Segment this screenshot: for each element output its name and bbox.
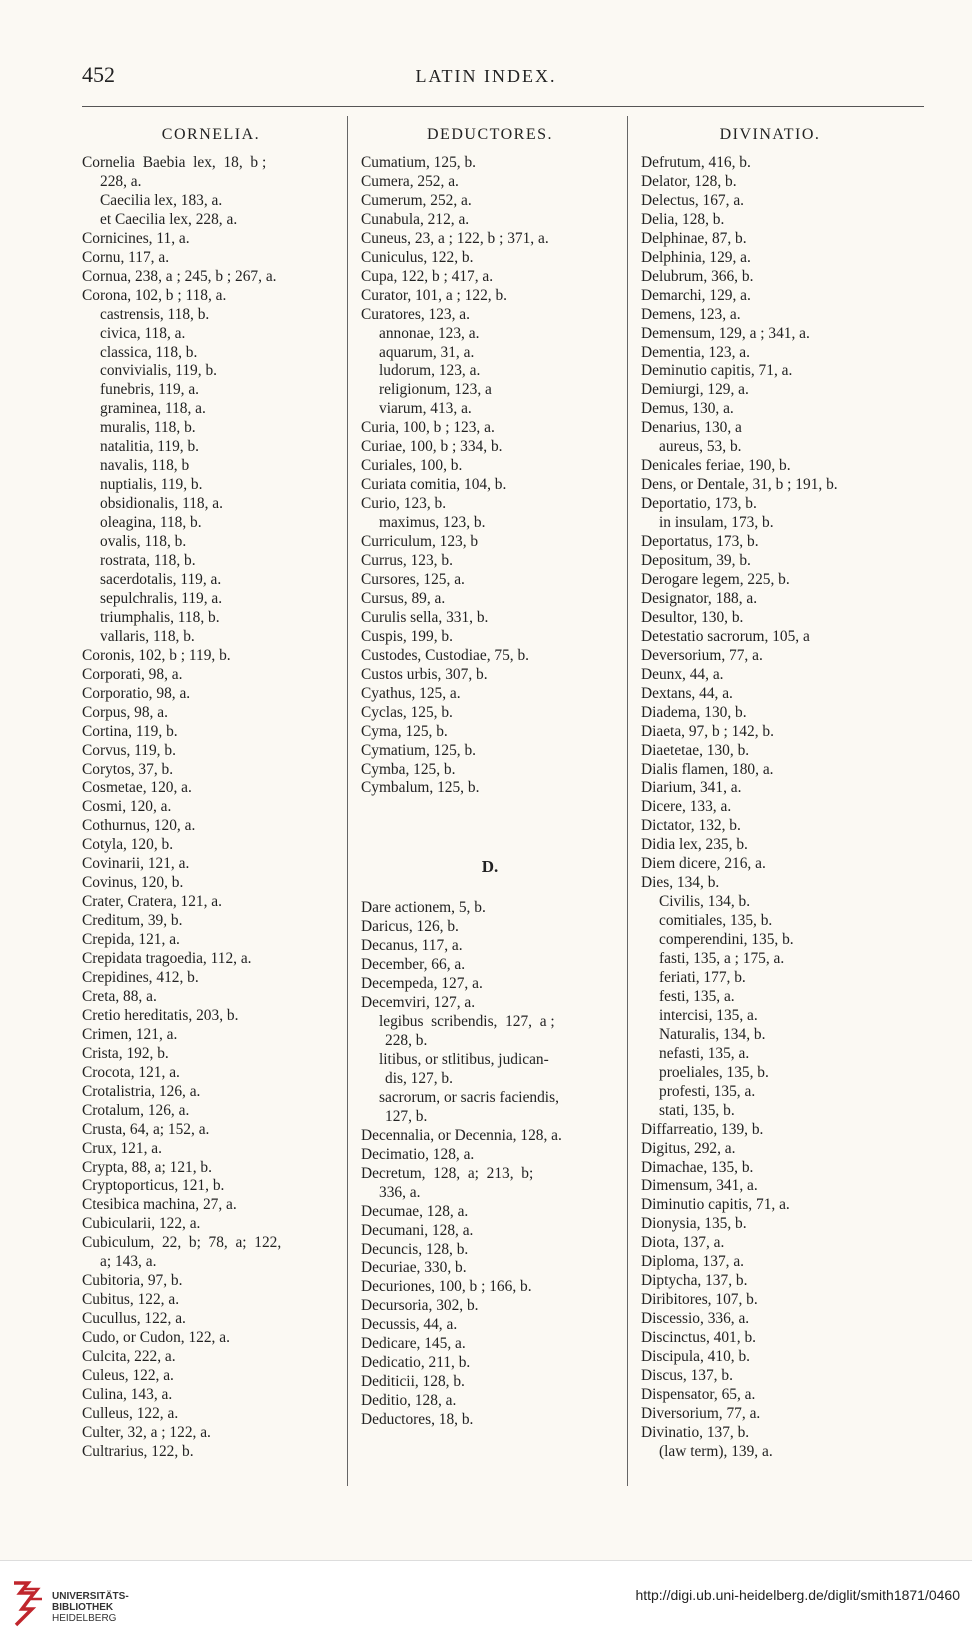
- index-subentry: (law term), 139, a.: [659, 1442, 773, 1460]
- entry-list: [82, 154, 340, 1462]
- index-entry: Diarium, 341, a.: [641, 779, 742, 797]
- column-heading: CORNELIA.: [161, 126, 261, 143]
- index-subentry: funebris, 119, a.: [100, 381, 200, 399]
- index-entry: Cubitus, 122, a.: [82, 1291, 180, 1309]
- index-subentry: Naturalis, 134, b.: [659, 1025, 766, 1043]
- index-entry: Dediticii, 128, b.: [361, 1373, 465, 1391]
- index-entry: Decuncis, 128, b.: [361, 1240, 469, 1258]
- index-entry: Diminutio capitis, 71, a.: [641, 1196, 790, 1214]
- index-entry: Cosmetae, 120, a.: [82, 779, 192, 797]
- index-entry: Cudo, or Cudon, 122, a.: [82, 1329, 230, 1347]
- index-entry: Dimensum, 341, a.: [641, 1177, 758, 1195]
- index-entry: Cymbalum, 125, b.: [361, 779, 480, 797]
- entry-list: [361, 154, 619, 1430]
- index-entry: Deunx, 44, a.: [641, 665, 724, 683]
- index-entry: Daricus, 126, b.: [361, 918, 459, 936]
- index-subentry: natalitia, 119, b.: [100, 438, 200, 456]
- index-subentry: viarum, 413, a.: [379, 400, 472, 418]
- index-subentry: litibus, or stlitibus, judican-: [379, 1050, 549, 1068]
- index-entry: Diploma, 137, a.: [641, 1253, 745, 1271]
- index-entry: Cubiculum, 22, b; 78, a; 122,: [82, 1234, 282, 1252]
- index-entry: Curia, 100, b ; 123, a.: [361, 419, 495, 437]
- index-entry: Deductores, 18, b.: [361, 1411, 474, 1429]
- index-entry: Cymba, 125, b.: [361, 760, 456, 778]
- index-entry: Delphinae, 87, b.: [641, 229, 747, 247]
- index-subentry: legibus scribendis, 127, a ;: [379, 1013, 555, 1031]
- index-entry: Culter, 32, a ; 122, a.: [82, 1423, 211, 1441]
- index-entry: Cortina, 119, b.: [82, 722, 178, 740]
- column-divinatio: [641, 126, 899, 1462]
- index-entry: Covinarii, 121, a.: [82, 855, 190, 873]
- index-entry: Discinctus, 401, b.: [641, 1329, 756, 1347]
- index-entry: Demensum, 129, a ; 341, a.: [641, 324, 810, 342]
- index-subentry: intercisi, 135, a.: [659, 1006, 758, 1024]
- index-entry: Cotyla, 120, b.: [82, 836, 174, 854]
- index-subentry: comperendini, 135, b.: [659, 931, 794, 949]
- index-subentry: maximus, 123, b.: [379, 514, 486, 532]
- index-entry: Crotalistria, 126, a.: [82, 1082, 201, 1100]
- index-entry: Currus, 123, b.: [361, 552, 453, 570]
- library-name-line1: UNIVERSITÄTS-: [52, 1591, 129, 1602]
- index-entry: Cucullus, 122, a.: [82, 1310, 186, 1328]
- index-entry: Demens, 123, a.: [641, 305, 741, 323]
- index-subentry: vallaris, 118, b.: [100, 627, 195, 645]
- index-entry: Delia, 128, b.: [641, 210, 725, 228]
- index-entry: Dies, 134, b.: [641, 874, 720, 892]
- column-divider-left: [347, 116, 348, 1486]
- index-entry: Decursoria, 302, b.: [361, 1297, 479, 1315]
- index-subentry: 228, a.: [100, 172, 142, 190]
- index-entry: Dionysia, 135, b.: [641, 1215, 747, 1233]
- index-entry: Decuriones, 100, b ; 166, b.: [361, 1278, 532, 1296]
- index-entry: Dispensator, 65, a.: [641, 1385, 756, 1403]
- index-entry: Cuniculus, 122, b.: [361, 248, 474, 266]
- index-subentry: graminea, 118, a.: [100, 400, 206, 418]
- running-title: LATIN INDEX.: [415, 66, 557, 86]
- index-entry: Decemviri, 127, a.: [361, 994, 476, 1012]
- section-letter: D.: [481, 857, 499, 877]
- index-entry: Culina, 143, a.: [82, 1385, 173, 1403]
- index-entry: Cyma, 125, b.: [361, 722, 448, 740]
- index-entry: Diota, 137, a.: [641, 1234, 725, 1252]
- index-entry: Cumerum, 252, a.: [361, 191, 472, 209]
- index-entry: Dicere, 133, a.: [641, 798, 732, 816]
- index-entry: Cornicines, 11, a.: [82, 229, 190, 247]
- index-entry: Diadema, 130, b.: [641, 703, 747, 721]
- index-entry: Cubitoria, 97, b.: [82, 1272, 183, 1290]
- index-entry: Demiurgi, 129, a.: [641, 381, 749, 399]
- index-entry: Covinus, 120, b.: [82, 874, 184, 892]
- index-entry: Cryptoporticus, 121, b.: [82, 1177, 225, 1195]
- index-entry: December, 66, a.: [361, 956, 466, 974]
- index-entry: Cornua, 238, a ; 245, b ; 267, a.: [82, 267, 277, 285]
- index-entry: Didia lex, 235, b.: [641, 836, 748, 854]
- index-subentry: et Caecilia lex, 228, a.: [100, 210, 238, 228]
- index-entry: Cyclas, 125, b.: [361, 703, 453, 721]
- index-subentry: comitiales, 135, b.: [659, 912, 773, 930]
- index-entry: Discessio, 336, a.: [641, 1310, 750, 1328]
- index-entry: Dimachae, 135, b.: [641, 1158, 754, 1176]
- index-subentry: 127, b.: [385, 1107, 428, 1125]
- index-subentry: feriati, 177, b.: [659, 968, 746, 986]
- library-name-line2: BIBLIOTHEK: [52, 1602, 114, 1613]
- index-subentry: nuptialis, 119, b.: [100, 476, 203, 494]
- index-entry: Cuneus, 23, a ; 122, b ; 371, a.: [361, 229, 549, 247]
- index-entry: Demarchi, 129, a.: [641, 286, 751, 304]
- index-entry: Crepidines, 412, b.: [82, 968, 199, 986]
- index-entry: Decimatio, 128, a.: [361, 1145, 475, 1163]
- index-entry: Delubrum, 366, b.: [641, 267, 754, 285]
- index-entry: Deversorium, 77, a.: [641, 646, 763, 664]
- index-entry: Deditio, 128, a.: [361, 1392, 457, 1410]
- index-entry: Dialis flamen, 180, a.: [641, 760, 774, 778]
- index-entry: Cuspis, 199, b.: [361, 627, 453, 645]
- index-entry: Curatores, 123, a.: [361, 305, 470, 323]
- index-entry: Denarius, 130, a: [641, 419, 742, 437]
- column-heading: DIVINATIO.: [719, 126, 821, 143]
- index-entry: Diribitores, 107, b.: [641, 1291, 758, 1309]
- library-logo-icon: [8, 1579, 46, 1629]
- index-entry: Cornu, 117, a.: [82, 248, 170, 266]
- source-url[interactable]: http://digi.ub.uni-heidelberg.de/diglit/smith1871/0460: [635, 1587, 960, 1603]
- index-entry: Custodes, Custodiae, 75, b.: [361, 646, 530, 664]
- index-entry: Defrutum, 416, b.: [641, 154, 751, 171]
- index-entry: Cumatium, 125, b.: [361, 154, 477, 171]
- spacer: [361, 877, 619, 899]
- index-entry: Decennalia, or Decennia, 128, a.: [361, 1126, 562, 1144]
- column-heading: DEDUCTORES.: [427, 126, 553, 143]
- index-entry: Decretum, 128, a; 213, b;: [361, 1164, 534, 1182]
- index-entry: Crista, 192, b.: [82, 1044, 169, 1062]
- index-entry: Cubicularii, 122, a.: [82, 1215, 201, 1233]
- column-deductores: [361, 126, 619, 1430]
- index-subentry: fasti, 135, a ; 175, a.: [659, 950, 785, 968]
- index-subentry: aquarum, 31, a.: [379, 343, 475, 361]
- index-subentry: classica, 118, b.: [100, 343, 198, 361]
- index-entry: Diversorium, 77, a.: [641, 1404, 761, 1422]
- index-entry: Diffarreatio, 139, b.: [641, 1120, 764, 1138]
- index-entry: Cultrarius, 122, b.: [82, 1442, 194, 1460]
- index-entry: Ctesibica machina, 27, a.: [82, 1196, 237, 1214]
- footer-bar: [0, 1560, 972, 1646]
- index-entry: Curiales, 100, b.: [361, 457, 463, 475]
- index-entry: Delator, 128, b.: [641, 172, 737, 190]
- index-entry: Demus, 130, a.: [641, 400, 734, 418]
- index-subentry: Civilis, 134, b.: [659, 893, 751, 911]
- index-subentry: religionum, 123, a: [379, 381, 492, 399]
- index-entry: Diptycha, 137, b.: [641, 1272, 748, 1290]
- index-entry: Cymatium, 125, b.: [361, 741, 477, 759]
- index-entry: Cunabula, 212, a.: [361, 210, 470, 228]
- index-subentry: aureus, 53, b.: [659, 438, 742, 456]
- index-entry: Dedicatio, 211, b.: [361, 1354, 471, 1372]
- index-subentry: stati, 135, b.: [659, 1101, 735, 1119]
- index-entry: Cretio hereditatis, 203, b.: [82, 1006, 239, 1024]
- index-entry: Cursus, 89, a.: [361, 589, 446, 607]
- index-entry: Designator, 188, a.: [641, 589, 758, 607]
- index-entry: Corona, 102, b ; 118, a.: [82, 286, 227, 304]
- index-entry: Decuriae, 330, b.: [361, 1259, 467, 1277]
- index-entry: Crocota, 121, a.: [82, 1063, 180, 1081]
- index-entry: Cyathus, 125, a.: [361, 684, 461, 702]
- index-entry: Diaetetae, 130, b.: [641, 741, 750, 759]
- index-entry: Dedicare, 145, a.: [361, 1335, 466, 1353]
- index-entry: Cosmi, 120, a.: [82, 798, 172, 816]
- header-rule: [82, 106, 924, 107]
- index-subentry: proeliales, 135, b.: [659, 1063, 769, 1081]
- index-subentry: muralis, 118, b.: [100, 419, 196, 437]
- column-cornelia: [82, 126, 340, 1462]
- index-entry: Desultor, 130, b.: [641, 608, 744, 626]
- index-entry: Creditum, 39, b.: [82, 912, 183, 930]
- entry-list: [641, 154, 899, 1462]
- index-entry: Curator, 101, a ; 122, b.: [361, 286, 508, 304]
- index-entry: Crater, Cratera, 121, a.: [82, 893, 222, 911]
- library-name: [52, 1591, 129, 1624]
- index-entry: Corporatio, 98, a.: [82, 684, 191, 702]
- index-entry: Corporati, 98, a.: [82, 665, 183, 683]
- index-subentry: sacrorum, or sacris faciendis,: [379, 1088, 559, 1106]
- index-entry: Decussis, 44, a.: [361, 1316, 458, 1334]
- index-subentry: castrensis, 118, b.: [100, 305, 210, 323]
- index-entry: Derogare legem, 225, b.: [641, 570, 790, 588]
- index-entry: Coronis, 102, b ; 119, b.: [82, 646, 231, 664]
- index-entry: Decumani, 128, a.: [361, 1221, 474, 1239]
- index-entry: Denicales feriae, 190, b.: [641, 457, 791, 475]
- index-entry: Discipula, 410, b.: [641, 1348, 751, 1366]
- index-entry: Cothurnus, 120, a.: [82, 817, 196, 835]
- index-entry: Crepida, 121, a.: [82, 931, 180, 949]
- index-subentry: oleagina, 118, b.: [100, 514, 202, 532]
- index-entry: Curiata comitia, 104, b.: [361, 476, 507, 494]
- index-subentry: rostrata, 118, b.: [100, 552, 196, 570]
- index-entry: Delphinia, 129, a.: [641, 248, 751, 266]
- index-subentry: a; 143, a.: [100, 1253, 157, 1271]
- index-entry: Discus, 137, b.: [641, 1367, 733, 1384]
- index-entry: Detestatio sacrorum, 105, a: [641, 627, 810, 645]
- index-subentry: ludorum, 123, a.: [379, 362, 481, 380]
- index-entry: Decumae, 128, a.: [361, 1202, 469, 1220]
- index-entry: Corvus, 119, b.: [82, 741, 176, 759]
- index-subentry: 228, b.: [385, 1032, 428, 1050]
- index-entry: Curio, 123, b.: [361, 495, 447, 513]
- spacer: [361, 798, 619, 858]
- index-subentry: civica, 118, a.: [100, 324, 186, 342]
- index-entry: Diaeta, 97, b ; 142, b.: [641, 722, 774, 740]
- index-entry: Dextans, 44, a.: [641, 684, 733, 702]
- index-entry: Dementia, 123, a.: [641, 343, 750, 361]
- index-entry: Decempeda, 127, a.: [361, 975, 483, 993]
- index-subentry: ovalis, 118, b.: [100, 533, 187, 551]
- index-entry: Curulis sella, 331, b.: [361, 608, 489, 626]
- index-entry: Curiae, 100, b ; 334, b.: [361, 438, 503, 456]
- index-entry: Delectus, 167, a.: [641, 191, 745, 209]
- index-entry: Crusta, 64, a; 152, a.: [82, 1120, 210, 1138]
- index-entry: Diem dicere, 216, a.: [641, 855, 766, 873]
- index-subentry: obsidionalis, 118, a.: [100, 495, 223, 513]
- index-subentry: annonae, 123, a.: [379, 324, 480, 342]
- index-entry: Dens, or Dentale, 31, b ; 191, b.: [641, 476, 838, 494]
- index-subentry: navalis, 118, b: [100, 457, 190, 475]
- index-subentry: 336, a.: [379, 1183, 421, 1201]
- index-entry: Crotalum, 126, a.: [82, 1101, 190, 1119]
- index-entry: Corpus, 98, a.: [82, 703, 168, 721]
- index-entry: Deportatus, 173, b.: [641, 533, 759, 551]
- index-entry: Corytos, 37, b.: [82, 760, 174, 778]
- library-name-line3: HEIDELBERG: [52, 1613, 117, 1624]
- index-subentry: sepulchralis, 119, a.: [100, 589, 223, 607]
- index-entry: Depositum, 39, b.: [641, 552, 751, 570]
- index-subentry: nefasti, 135, a.: [659, 1044, 750, 1062]
- index-entry: Curriculum, 123, b: [361, 533, 479, 551]
- index-entry: Crimen, 121, a.: [82, 1025, 178, 1043]
- index-entry: Crux, 121, a.: [82, 1139, 162, 1157]
- column-divider-right: [627, 116, 628, 1486]
- index-subentry: in insulam, 173, b.: [659, 514, 774, 532]
- index-subentry: profesti, 135, a.: [659, 1082, 756, 1100]
- index-subentry: triumphalis, 118, b.: [100, 608, 220, 626]
- index-entry: Cursores, 125, a.: [361, 570, 465, 588]
- index-entry: Digitus, 292, a.: [641, 1139, 736, 1157]
- index-entry: Dictator, 132, b.: [641, 817, 741, 835]
- index-entry: Culeus, 122, a.: [82, 1367, 174, 1384]
- index-entry: Decanus, 117, a.: [361, 937, 463, 955]
- page-number: 452: [82, 62, 115, 87]
- index-subentry: festi, 135, a.: [659, 987, 735, 1005]
- index-entry: Creta, 88, a.: [82, 987, 157, 1005]
- index-entry: Cornelia Baebia lex, 18, b ;: [82, 154, 267, 171]
- index-entry: Divinatio, 137, b.: [641, 1423, 750, 1441]
- index-entry: Crypta, 88, a; 121, b.: [82, 1158, 212, 1176]
- index-subentry: Caecilia lex, 183, a.: [100, 191, 223, 209]
- index-subentry: dis, 127, b.: [385, 1069, 453, 1087]
- index-entry: Crepidata tragoedia, 112, a.: [82, 950, 252, 968]
- index-entry: Culcita, 222, a.: [82, 1348, 176, 1366]
- index-subentry: sacerdotalis, 119, a.: [100, 570, 222, 588]
- index-entry: Culleus, 122, a.: [82, 1404, 179, 1422]
- index-entry: Custos urbis, 307, b.: [361, 665, 488, 683]
- index-entry: Cupa, 122, b ; 417, a.: [361, 267, 494, 285]
- index-entry: Dare actionem, 5, b.: [361, 899, 486, 917]
- index-entry: Deminutio capitis, 71, a.: [641, 362, 793, 380]
- index-entry: Deportatio, 173, b.: [641, 495, 757, 513]
- index-entry: Cumera, 252, a.: [361, 172, 459, 190]
- index-subentry: convivialis, 119, b.: [100, 362, 217, 380]
